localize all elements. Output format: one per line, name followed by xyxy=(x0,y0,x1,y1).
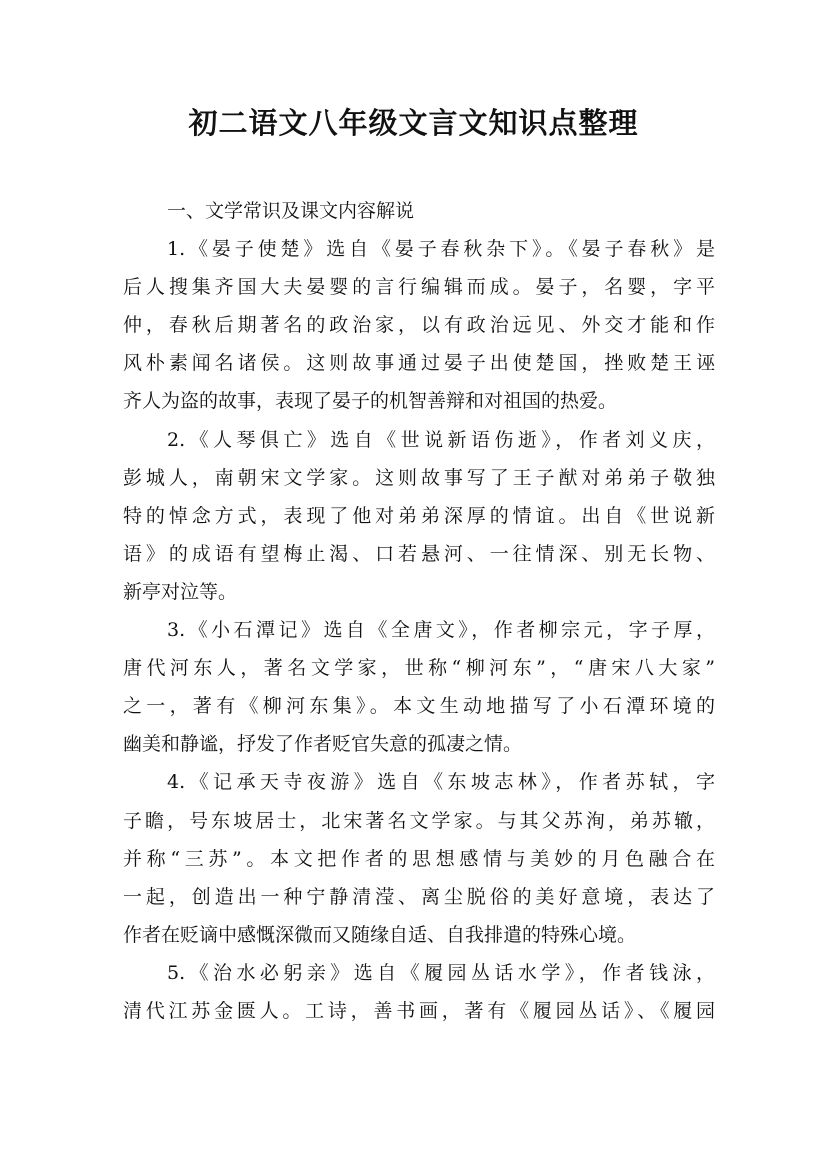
paragraph xyxy=(123,763,715,953)
text-line: 1.《晏子使楚》选自《晏子春秋杂下》。《晏子春秋》是 xyxy=(167,238,715,261)
text-line: 作者在贬谪中感慨深微而又随缘自适、自我排遣的特殊心境。 xyxy=(123,923,637,946)
document-title: 初二语文八年级文言文知识点整理 xyxy=(188,106,639,140)
paragraph xyxy=(123,230,715,420)
text-line: 之一，著有《柳河东集》。本文生动地描写了小石潭环境的 xyxy=(123,695,715,718)
text-line: 彭城人，南朝宋文学家。这则故事写了王子猷对弟弟子敬独 xyxy=(123,466,715,489)
text-line: 一、文学常识及课文内容解说 xyxy=(167,200,415,222)
section-heading xyxy=(123,192,715,230)
text-line: 后人搜集齐国大夫晏婴的言行编辑而成。晏子，名婴，字平 xyxy=(123,276,715,299)
document-body xyxy=(123,192,715,1030)
text-line: 2.《人琴俱亡》选自《世说新语伤逝》，作者刘义庆， xyxy=(167,428,715,451)
text-line: 清代江苏金匮人。工诗，善书画，著有《履园丛话》、《履园 xyxy=(123,999,715,1022)
text-line: 并称“三苏”。本文把作者的思想感情与美妙的月色融合在 xyxy=(123,847,715,870)
text-line: 子瞻，号东坡居士，北宋著名文学家。与其父苏洵，弟苏辙， xyxy=(123,809,715,832)
text-line: 唐代河东人，著名文学家，世称“柳河东”，“唐宋八大家” xyxy=(123,657,715,680)
text-line: 4.《记承天寺夜游》选自《东坡志林》，作者苏轼，字 xyxy=(167,771,715,794)
text-line: 3.《小石潭记》选自《全唐文》，作者柳宗元，字子厚， xyxy=(167,619,715,642)
text-line: 风朴素闻名诸侯。这则故事通过晏子出使楚国，挫败楚王诬 xyxy=(123,352,715,375)
text-line: 5.《治水必躬亲》选自《履园丛话水学》，作者钱泳， xyxy=(167,961,715,984)
text-line: 仲，春秋后期著名的政治家，以有政治远见、外交才能和作 xyxy=(123,314,715,337)
paragraph xyxy=(123,611,715,763)
text-line: 特的悼念方式，表现了他对弟弟深厚的情谊。出自《世说新 xyxy=(123,504,715,527)
paragraph xyxy=(123,954,715,1030)
text-line: 语》的成语有望梅止渴、口若悬河、一往情深、别无长物、 xyxy=(123,542,715,565)
text-line: 一起，创造出一种宁静清滢、离尘脱俗的美好意境，表达了 xyxy=(123,885,715,908)
text-line: 齐人为盗的故事，表现了晏子的机智善辩和对祖国的热爱。 xyxy=(123,390,618,413)
text-line: 新亭对泣等。 xyxy=(123,580,238,603)
paragraph xyxy=(123,421,715,611)
text-line: 幽美和静谧，抒发了作者贬官失意的孤凄之情。 xyxy=(123,733,523,756)
